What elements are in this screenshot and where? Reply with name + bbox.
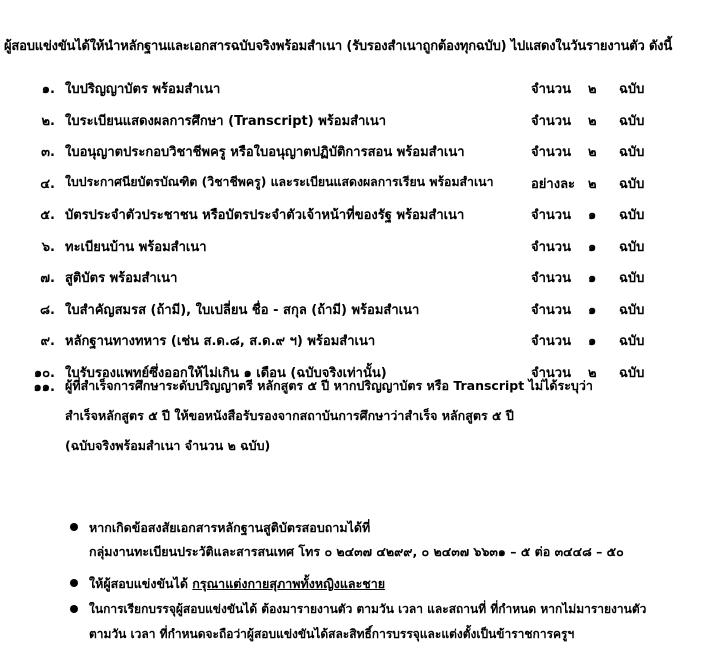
quantity-value: ๒	[588, 365, 597, 381]
quantity-unit: ฉบับ	[619, 208, 645, 223]
quantity-value: ๒	[588, 176, 597, 192]
item-number: ๙.	[40, 334, 55, 349]
quantity-value: ๑	[588, 239, 597, 255]
quantity-unit: ฉบับ	[619, 82, 645, 97]
item-number: ๓.	[41, 145, 55, 160]
item-description: สูติบัตร พร้อมสำเนา	[65, 271, 178, 286]
quantity-unit: ฉบับ	[619, 113, 645, 129]
quantity-unit: ฉบับ	[619, 145, 645, 160]
quantity-label: จำนวน	[531, 208, 571, 223]
item-number: ๑๑.	[33, 380, 55, 395]
quantity-label: อย่างละ	[531, 176, 576, 192]
quantity-value: ๑	[588, 334, 597, 349]
quantity-label: จำนวน	[531, 302, 571, 318]
item-description: บัตรประจำตัวประชาชน หรือบัตรประจำตัวเจ้าหน้าที่ของรัฐ พร้อมสำเนา	[65, 208, 465, 223]
remark-line	[89, 574, 385, 594]
quantity-unit: ฉบับ	[619, 365, 645, 381]
item-description: หลักฐานทางทหาร (เช่น ส.ด.๘, ส.ด.๙ ฯ) พร้อมสำเนา	[65, 334, 376, 349]
dress-code-prefix: ให้ผู้สอบแข่งขันได้	[89, 576, 193, 591]
document-item	[0, 78, 717, 110]
note-line: ผู้ที่สำเร็จการศึกษาระดับปริญญาตรี หลักสูตร ๕ ปี หากปริญญาบัตร หรือ Transcript ไม่ได้ระบุว่า	[65, 378, 593, 393]
document-item	[0, 173, 717, 205]
quantity-label: จำนวน	[531, 271, 571, 286]
quantity-label: จำนวน	[531, 365, 571, 381]
item-number: ๑.	[41, 82, 55, 97]
item-description: ใบสำคัญสมรส (ถ้ามี), ใบเปลี่ยน ชื่อ - สกุล (ถ้ามี) พร้อมสำเนา	[65, 302, 420, 318]
item-description: ใบรับรองแพทย์ซึ่งออกให้ไม่เกิน ๑ เดือน (ฉบับจริงเท่านั้น)	[65, 365, 387, 381]
document-item	[0, 236, 717, 268]
item-number: ๑๐.	[33, 365, 55, 381]
quantity-unit: ฉบับ	[619, 176, 645, 192]
item-number: ๗.	[40, 271, 55, 286]
document-item	[0, 299, 717, 331]
quantity-label: จำนวน	[531, 113, 571, 129]
contact-phone-line: กลุ่มงานทะเบียนประวัติและสารสนเทศ โทร ๐ ๒๔๓๗ ๔๒๙๙, ๐ ๒๔๓๗ ๖๖๓๑ – ๕ ต่อ ๓๔๔๘ – ๕๐	[89, 544, 624, 559]
item-description: ใบระเบียนแสดงผลการศึกษา (Transcript) พร้อมสำเนา	[65, 113, 387, 129]
note-line: สำเร็จหลักสูตร ๕ ปี ให้ขอหนังสือรับรองจากสถาบันการศึกษาว่าสำเร็จ หลักสูตร ๕ ปี	[65, 408, 514, 423]
quantity-unit: ฉบับ	[619, 302, 645, 318]
bullet-icon	[70, 579, 78, 587]
item-description: ใบอนุญาตประกอบวิชาชีพครู หรือใบอนุญาตปฏิบัติการสอน พร้อมสำเนา	[65, 145, 465, 160]
quantity-value: ๑	[588, 302, 597, 318]
item-description: ใบปริญญาบัตร พร้อมสำเนา	[65, 82, 221, 97]
quantity-label: จำนวน	[531, 82, 571, 97]
item-number: ๘.	[40, 302, 55, 318]
document-item	[0, 141, 717, 173]
document-item	[0, 267, 717, 299]
document-item	[0, 110, 717, 142]
document-item	[0, 330, 717, 362]
item-number: ๔.	[40, 176, 55, 192]
quantity-value: ๒	[588, 145, 597, 160]
required-documents-list	[0, 78, 717, 393]
bullet-icon	[70, 523, 78, 531]
bullet-icon	[70, 605, 78, 613]
quantity-label: จำนวน	[531, 239, 571, 255]
quantity-value: ๒	[588, 82, 597, 97]
dress-code-emphasis: กรุณาแต่งกายสุภาพทั้งหญิงและชาย	[192, 576, 386, 591]
item-number: ๒.	[41, 113, 55, 129]
item-description: ใบประกาศนียบัตรบัณฑิต (วิชาชีพครู) และระเบียนแสดงผลการเรียน พร้อมสำเนา	[65, 174, 494, 189]
remark-line: หากเกิดข้อสงสัยเอกสารหลักฐานสูติบัตรสอบถามได้ที่	[89, 520, 371, 535]
quantity-value: ๑	[588, 271, 597, 286]
quantity-unit: ฉบับ	[619, 334, 645, 349]
note-line: (ฉบับจริงพร้อมสำเนา จำนวน ๒ ฉบับ)	[65, 438, 271, 453]
remark-line: ในการเรียกบรรจุผู้สอบแข่งขันได้ ต้องมารายงานตัว ตามวัน เวลา และสถานที่ ที่กำหนด หากไม่มารายงานตัว	[89, 602, 647, 616]
quantity-unit: ฉบับ	[619, 239, 645, 255]
quantity-value: ๒	[588, 113, 597, 129]
item-description: ทะเบียนบ้าน พร้อมสำเนา	[65, 239, 207, 255]
quantity-label: จำนวน	[531, 334, 571, 349]
document-item	[0, 204, 717, 236]
item-number: ๖.	[41, 239, 55, 255]
item-number: ๕.	[40, 208, 55, 223]
quantity-label: จำนวน	[531, 145, 571, 160]
quantity-unit: ฉบับ	[619, 271, 645, 286]
document-heading: ผู้สอบแข่งขันได้ให้นำหลักฐานและเอกสารฉบับจริงพร้อมสำเนา (รับรองสำเนาถูกต้องทุกฉบับ) ไปแสดงในวันรายงานตัว ดังนี้	[4, 39, 673, 54]
quantity-value: ๑	[588, 208, 597, 223]
remark-line: ตามวัน เวลา ที่กำหนดจะถือว่าผู้สอบแข่งขันได้สละสิทธิ์การบรรจุและแต่งตั้งเป็นข้าราชการครูฯ	[89, 627, 575, 641]
